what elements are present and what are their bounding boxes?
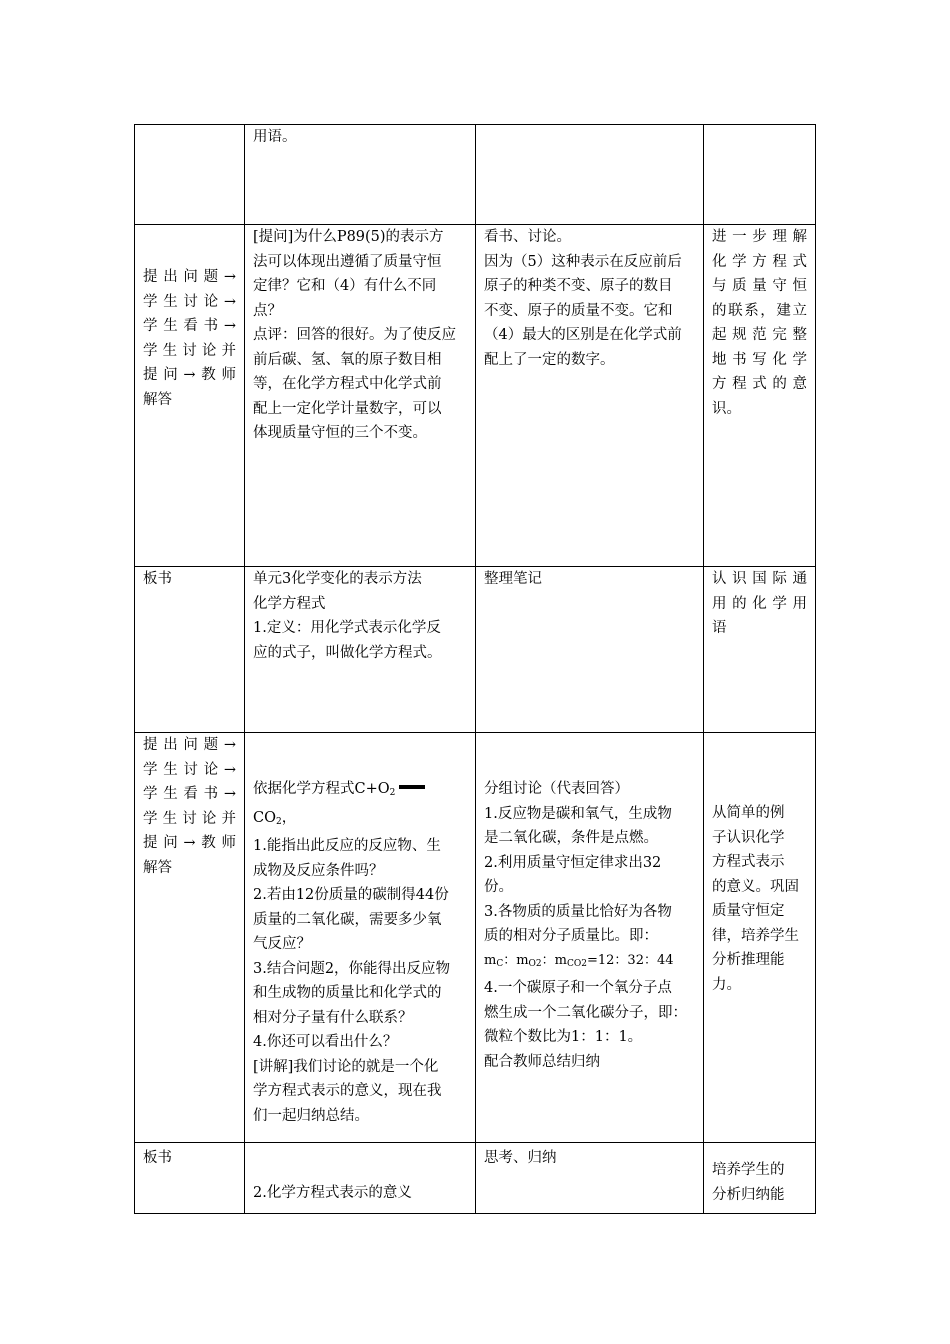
text-line: 地书写化学: [712, 351, 807, 368]
stage-cell: [135, 567, 245, 733]
text-line: 的联系，建立: [712, 302, 807, 319]
text-line: 配上了一定的数字。: [484, 351, 615, 368]
text-line: 等，在化学方程式中化学式前: [253, 376, 442, 392]
stage-cell: [135, 225, 245, 567]
teacher-activity-cell: [245, 1143, 476, 1214]
text-line: 解答: [143, 859, 172, 876]
text-line: 律，培养学生: [712, 927, 799, 944]
table-row: [135, 733, 816, 1143]
text-line: 气反应？: [253, 936, 311, 952]
text-line: 微粒个数比为1：1：1。: [484, 1029, 643, 1045]
text-line: 学方程式表示的意义，现在我: [253, 1083, 442, 1099]
text-line: 提问→教师: [143, 367, 236, 383]
student-activity-cell: [476, 225, 704, 567]
stage-cell: [135, 733, 245, 1143]
text-line: 看书、讨论。: [484, 229, 571, 245]
text-line: 方程式的意: [712, 376, 807, 392]
text-line: 份。: [484, 879, 513, 895]
teacher-activity-cell: [245, 225, 476, 567]
text-line: 质量的二氧化碳，需要多少氧: [253, 911, 442, 928]
teacher-activity-cell: [245, 567, 476, 733]
text-line: 燃生成一个二氧化碳分子，即：: [484, 1004, 687, 1021]
teacher-activity-cell: [245, 125, 476, 225]
text-line: 4.一个碳原子和一个氧分子点: [484, 980, 672, 996]
student-activity-cell: [476, 1143, 704, 1214]
text-line: 板书: [143, 571, 172, 587]
text-line: 点评：回答的很好。为了使反应: [253, 327, 456, 343]
stage-cell: [135, 1143, 245, 1214]
text-line: 1.反应物是碳和氧气，生成物: [484, 805, 672, 822]
mass-ratio-line: $m_C$：$m_{O2}$：$m_{CO2}=12$：32：44: [484, 952, 674, 969]
text-line: 因为（5）这种表示在反应前后: [484, 253, 682, 270]
text-line: 1.能指出此反应的反应物、生: [253, 838, 441, 854]
text-line: 3.结合问题2，你能得出反应物: [253, 960, 451, 977]
text-line: 从简单的例: [712, 805, 785, 821]
text-line: 与质量守恒: [712, 278, 807, 294]
text-line: 4.你还可以看出什么？: [253, 1034, 398, 1050]
text-line: 学生讨论并: [143, 810, 236, 827]
text-line: 是二氧化碳，条件是点燃。: [484, 830, 658, 846]
text-line: 1.定义：用化学式表示化学反: [253, 620, 441, 636]
text-line: 和生成物的质量比和化学式的: [253, 985, 442, 1001]
lesson-plan-table: [134, 124, 816, 1214]
text-line: 学生讨论→: [143, 761, 236, 778]
text-line: [提问]为什么P89(5)的表示方: [253, 229, 444, 245]
text-line: 板书: [143, 1150, 172, 1166]
text-line: 提出问题→: [143, 737, 236, 753]
stage-cell: [135, 125, 245, 225]
text-line: 整理笔记: [484, 571, 542, 587]
student-activity-cell: [476, 567, 704, 733]
text-line: 分析推理能: [712, 952, 785, 968]
design-purpose-cell: [704, 125, 816, 225]
text-line: 法可以体现出遵循了质量守恒: [253, 253, 442, 270]
text-line: 定律？它和（4）有什么不同: [253, 278, 437, 294]
text-line: 3.各物质的质量比恰好为各物: [484, 903, 672, 920]
text-line: 2.若由12份质量的碳制得44份: [253, 887, 449, 903]
text-line: 识。: [712, 400, 741, 417]
design-purpose-cell: [704, 733, 816, 1143]
text-line: 语: [712, 620, 727, 636]
text-line: 学生讨论并: [143, 342, 236, 359]
student-activity-cell: [476, 125, 704, 225]
design-purpose-cell: [704, 1143, 816, 1214]
text-line: 思考、归纳: [484, 1150, 557, 1166]
table-row: [135, 225, 816, 567]
text-line: 成物及反应条件吗？: [253, 862, 384, 879]
design-purpose-cell: [704, 567, 816, 733]
chemical-equation: 依据化学方程式$C+O_2CO_2$，: [253, 777, 467, 834]
text-line: 分组讨论（代表回答）: [484, 781, 629, 797]
text-line: （4）最大的区别是在化学式前: [484, 327, 682, 343]
text-line: 相对分子量有什么联系？: [253, 1009, 413, 1026]
text-line: 分析归纳能: [712, 1186, 785, 1203]
text-line: 学生讨论→: [143, 293, 236, 310]
text-line: 单元3化学变化的表示方法: [253, 571, 422, 587]
text-line: 用语。: [253, 129, 297, 145]
text-line: 体现质量守恒的三个不变。: [253, 425, 427, 441]
text-line: 培养学生的: [712, 1162, 785, 1178]
text-line: 原子的种类不变、原子的数目: [484, 278, 673, 294]
text-line: 提问→教师: [143, 835, 236, 851]
text-line: 学生看书→: [143, 786, 236, 802]
text-line: 点？: [253, 302, 282, 319]
text-line: 配合教师总结归纳: [484, 1053, 600, 1070]
text-line: 进一步理解: [712, 229, 807, 245]
text-line: 学生看书→: [143, 318, 236, 334]
text-line: 力。: [712, 976, 741, 993]
student-activity-cell: [476, 733, 704, 1143]
text-line: 前后碳、氢、氧的原子数目相: [253, 351, 442, 368]
table-row: [135, 1143, 816, 1214]
text-line: 方程式表示: [712, 854, 785, 870]
text-line: [讲解]我们讨论的就是一个化: [253, 1058, 439, 1075]
text-line: 子认识化学: [712, 829, 785, 846]
text-line: 起规范完整: [712, 327, 807, 343]
text-line: 用的化学用: [712, 595, 807, 612]
text-line: 提出问题→: [143, 269, 236, 285]
text-line: 质的相对分子质量比。即：: [484, 928, 658, 944]
text-line: 2.化学方程式表示的意义: [253, 1185, 412, 1201]
design-purpose-cell: [704, 225, 816, 567]
text-line: 的意义。巩固: [712, 878, 799, 895]
text-line: 不变、原子的质量不变。它和: [484, 302, 673, 319]
reaction-arrow: [399, 785, 425, 789]
text-line: 配上一定化学计量数字，可以: [253, 400, 442, 417]
text-line: 2.利用质量守恒定律求出32: [484, 854, 662, 871]
table-row: [135, 125, 816, 225]
text-line: 们一起归纳总结。: [253, 1107, 369, 1124]
text-line: 解答: [143, 391, 172, 408]
text-line: 化学方程式: [712, 253, 807, 270]
teacher-activity-cell: [245, 733, 476, 1143]
table-row: [135, 567, 816, 733]
text-line: 认识国际通: [712, 571, 807, 587]
text-line: 质量守恒定: [712, 903, 785, 919]
text-line: 应的式子，叫做化学方程式。: [253, 644, 442, 661]
text-line: 化学方程式: [253, 595, 326, 612]
